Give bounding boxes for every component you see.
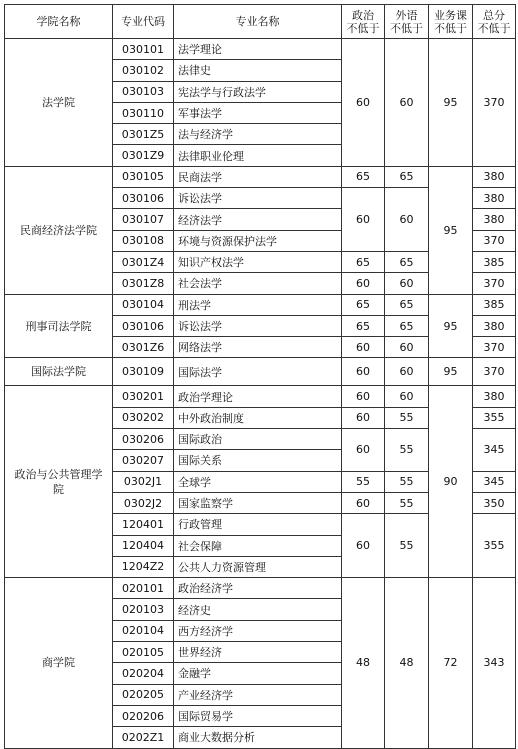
politics-score: 65 — [342, 294, 385, 315]
major-code: 020205 — [113, 684, 174, 705]
major-name: 民商法学 — [174, 166, 342, 187]
foreign-score: 60 — [385, 386, 429, 407]
major-code: 030206 — [113, 429, 174, 450]
major-name: 国际政治 — [174, 429, 342, 450]
foreign-score: 55 — [385, 471, 429, 492]
total-score: 385 — [473, 294, 516, 315]
major-code: 0301Z9 — [113, 145, 174, 166]
major-name: 社会法学 — [174, 273, 342, 294]
major-name: 诉讼法学 — [174, 315, 342, 336]
major-code: 030102 — [113, 60, 174, 81]
table-row — [5, 358, 516, 386]
college-name: 商学院 — [5, 578, 113, 748]
table-row — [5, 39, 516, 60]
total-score: 370 — [473, 230, 516, 251]
foreign-score: 65 — [385, 315, 429, 336]
foreign-score: 55 — [385, 492, 429, 513]
major-name: 军事法学 — [174, 102, 342, 123]
major-name: 国际关系 — [174, 450, 342, 471]
total-score: 380 — [473, 315, 516, 336]
foreign-score: 60 — [385, 188, 429, 252]
foreign-score: 48 — [385, 578, 429, 748]
total-score: 343 — [473, 578, 516, 748]
header-business: 业务课 不低于 — [429, 5, 473, 39]
major-name: 环境与资源保护法学 — [174, 230, 342, 251]
politics-score: 48 — [342, 578, 385, 748]
major-name: 公共人力资源管理 — [174, 556, 342, 577]
major-name: 法律史 — [174, 60, 342, 81]
foreign-score: 55 — [385, 429, 429, 472]
major-name: 商业大数据分析 — [174, 727, 342, 748]
total-score: 385 — [473, 251, 516, 272]
foreign-score: 65 — [385, 166, 429, 187]
total-score: 355 — [473, 407, 516, 428]
foreign-score: 65 — [385, 251, 429, 272]
politics-score: 60 — [342, 386, 385, 407]
foreign-score: 55 — [385, 407, 429, 428]
major-name: 世界经济 — [174, 642, 342, 663]
major-code: 020101 — [113, 578, 174, 599]
major-name: 宪法学与行政法学 — [174, 81, 342, 102]
major-name: 中外政治制度 — [174, 407, 342, 428]
major-code: 0202Z1 — [113, 727, 174, 748]
major-code: 0301Z6 — [113, 337, 174, 358]
business-score: 95 — [429, 166, 473, 294]
foreign-score: 65 — [385, 294, 429, 315]
major-code: 120404 — [113, 535, 174, 556]
politics-score: 60 — [342, 39, 385, 167]
major-code: 030207 — [113, 450, 174, 471]
politics-score: 65 — [342, 251, 385, 272]
foreign-score: 60 — [385, 273, 429, 294]
major-code: 030202 — [113, 407, 174, 428]
total-score: 350 — [473, 492, 516, 513]
major-code: 0301Z4 — [113, 251, 174, 272]
politics-score: 60 — [342, 407, 385, 428]
politics-score: 60 — [342, 188, 385, 252]
total-score: 355 — [473, 514, 516, 578]
major-code: 030101 — [113, 39, 174, 60]
major-name: 国际法学 — [174, 358, 342, 386]
table-row — [5, 166, 516, 187]
total-score: 380 — [473, 166, 516, 187]
major-name: 产业经济学 — [174, 684, 342, 705]
header-code: 专业代码 — [113, 5, 174, 39]
header-politics: 政治 不低于 — [342, 5, 385, 39]
major-code: 030201 — [113, 386, 174, 407]
header-college: 学院名称 — [5, 5, 113, 39]
major-name: 网络法学 — [174, 337, 342, 358]
foreign-score: 55 — [385, 514, 429, 578]
total-score: 380 — [473, 386, 516, 407]
business-score: 95 — [429, 358, 473, 386]
major-name: 社会保障 — [174, 535, 342, 556]
total-score: 370 — [473, 39, 516, 167]
business-score: 72 — [429, 578, 473, 748]
major-name: 金融学 — [174, 663, 342, 684]
major-code: 020206 — [113, 705, 174, 726]
major-code: 030104 — [113, 294, 174, 315]
college-name: 民商经济法学院 — [5, 166, 113, 294]
major-code: 030106 — [113, 188, 174, 209]
major-name: 政治经济学 — [174, 578, 342, 599]
total-score: 370 — [473, 337, 516, 358]
major-code: 030109 — [113, 358, 174, 386]
major-name: 西方经济学 — [174, 620, 342, 641]
major-code: 020103 — [113, 599, 174, 620]
total-score: 345 — [473, 429, 516, 472]
major-name: 国际贸易学 — [174, 705, 342, 726]
major-code: 020204 — [113, 663, 174, 684]
major-name: 诉讼法学 — [174, 188, 342, 209]
table-row — [5, 386, 516, 407]
total-score: 370 — [473, 358, 516, 386]
major-name: 法学理论 — [174, 39, 342, 60]
major-name: 全球学 — [174, 471, 342, 492]
table-row — [5, 578, 516, 599]
politics-score: 60 — [342, 492, 385, 513]
major-code: 1204Z2 — [113, 556, 174, 577]
major-name: 法与经济学 — [174, 124, 342, 145]
foreign-score: 60 — [385, 358, 429, 386]
header-major: 专业名称 — [174, 5, 342, 39]
college-name: 政治与公共管理学院 — [5, 386, 113, 578]
college-name: 国际法学院 — [5, 358, 113, 386]
total-score: 345 — [473, 471, 516, 492]
major-name: 行政管理 — [174, 514, 342, 535]
header-total: 总分 不低于 — [473, 5, 516, 39]
politics-score: 60 — [342, 429, 385, 472]
college-name: 刑事司法学院 — [5, 294, 113, 358]
business-score: 95 — [429, 39, 473, 167]
major-name: 法律职业伦理 — [174, 145, 342, 166]
major-code: 030105 — [113, 166, 174, 187]
table-row — [5, 294, 516, 315]
foreign-score: 60 — [385, 39, 429, 167]
major-name: 政治学理论 — [174, 386, 342, 407]
politics-score: 65 — [342, 166, 385, 187]
politics-score: 60 — [342, 273, 385, 294]
admission-score-table — [4, 4, 516, 749]
major-code: 030108 — [113, 230, 174, 251]
business-score: 95 — [429, 294, 473, 358]
major-code: 020104 — [113, 620, 174, 641]
major-name: 经济史 — [174, 599, 342, 620]
business-score: 90 — [429, 386, 473, 578]
major-name: 知识产权法学 — [174, 251, 342, 272]
major-code: 030107 — [113, 209, 174, 230]
college-name: 法学院 — [5, 39, 113, 167]
major-name: 刑法学 — [174, 294, 342, 315]
major-code: 0302J1 — [113, 471, 174, 492]
major-code: 020105 — [113, 642, 174, 663]
politics-score: 60 — [342, 337, 385, 358]
politics-score: 60 — [342, 358, 385, 386]
major-code: 120401 — [113, 514, 174, 535]
politics-score: 55 — [342, 471, 385, 492]
major-code: 0301Z5 — [113, 124, 174, 145]
politics-score: 60 — [342, 514, 385, 578]
total-score: 380 — [473, 188, 516, 209]
major-code: 030103 — [113, 81, 174, 102]
politics-score: 65 — [342, 315, 385, 336]
major-code: 0302J2 — [113, 492, 174, 513]
header-foreign: 外语 不低于 — [385, 5, 429, 39]
header-row — [5, 5, 516, 39]
major-code: 0301Z8 — [113, 273, 174, 294]
foreign-score: 60 — [385, 337, 429, 358]
major-name: 国家监察学 — [174, 492, 342, 513]
major-code: 030110 — [113, 102, 174, 123]
major-name: 经济法学 — [174, 209, 342, 230]
major-code: 030106 — [113, 315, 174, 336]
total-score: 380 — [473, 209, 516, 230]
total-score: 370 — [473, 273, 516, 294]
